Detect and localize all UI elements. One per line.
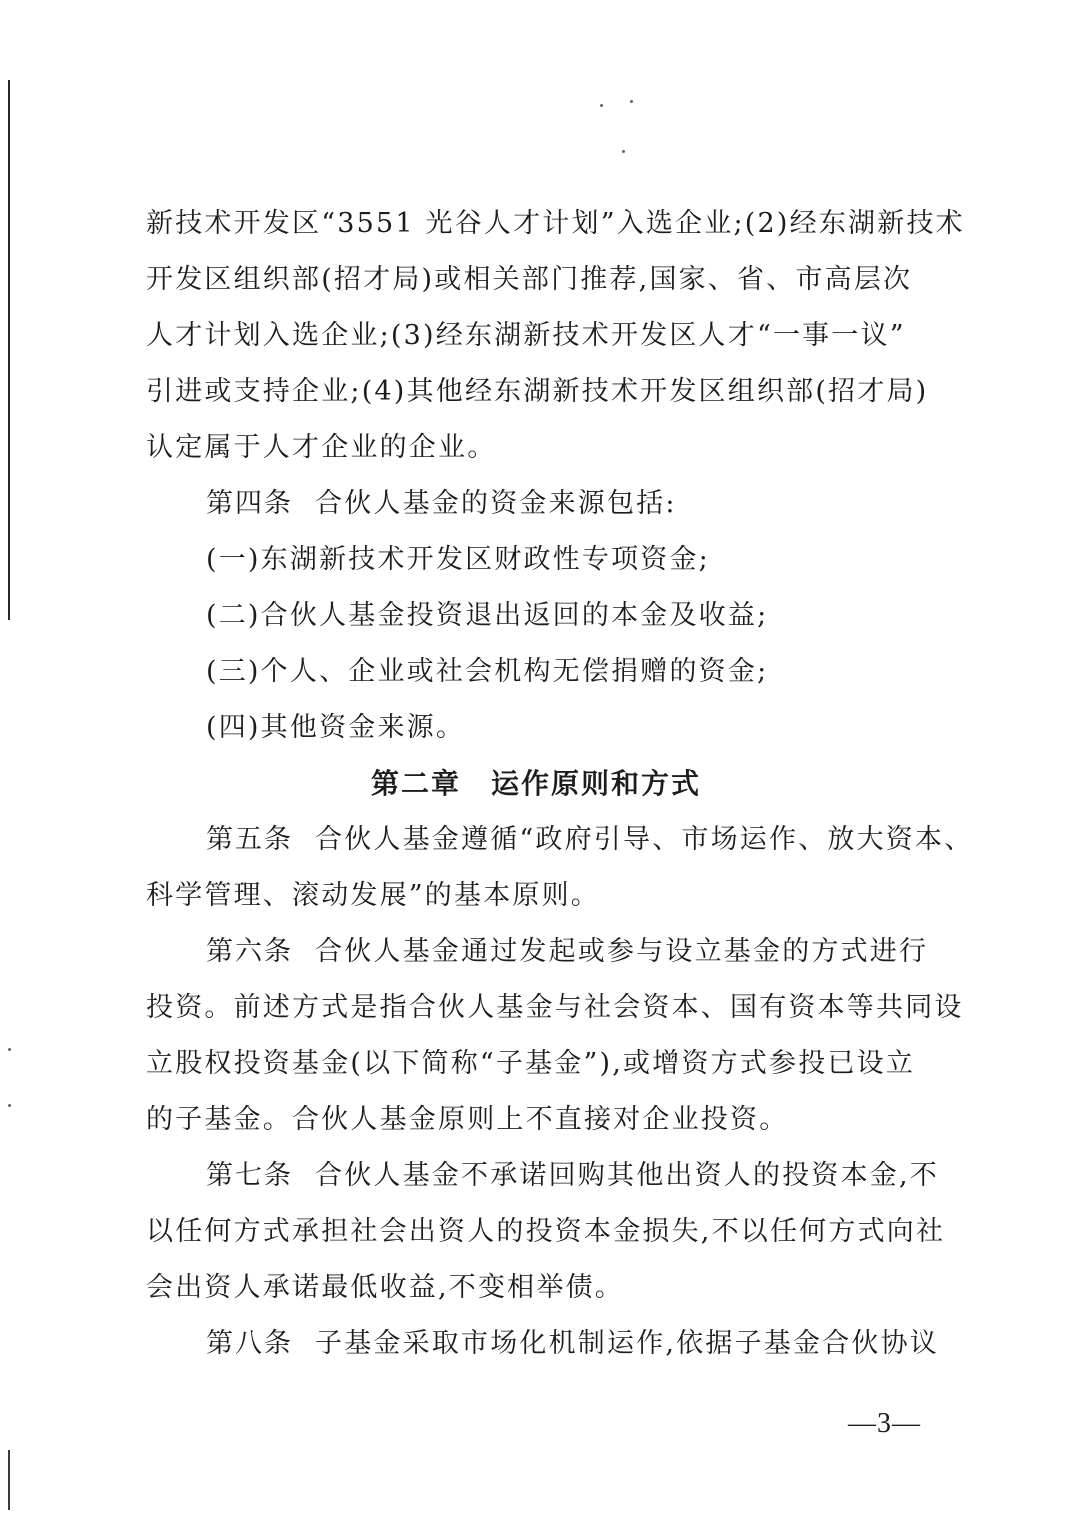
list-item: (三)个人、企业或社会机构无偿捐赠的资金;	[206, 656, 769, 687]
article-text: 合伙人基金遵循“政府引导、市场运作、放大资本、	[315, 824, 974, 855]
article-label: 第四条	[206, 488, 293, 519]
text-line: 人才计划入选企业;(3)经东湖新技术开发区人才“一事一议”	[146, 320, 906, 351]
text-line: 会出资人承诺最低收益,不变相举债。	[146, 1272, 624, 1303]
scan-speck	[622, 150, 625, 153]
article-text: 合伙人基金的资金来源包括:	[315, 488, 677, 519]
scan-speck	[8, 1048, 11, 1051]
article-7	[146, 1148, 946, 1204]
text-line: 的子基金。合伙人基金原则上不直接对企业投资。	[146, 1104, 789, 1135]
article-4	[146, 476, 946, 532]
text-line: 投资。前述方式是指合伙人基金与社会资本、国有资本等共同设	[146, 992, 964, 1023]
chapter-heading	[146, 756, 946, 812]
article-text: 合伙人基金通过发起或参与设立基金的方式进行	[315, 936, 929, 967]
text-line: 以任何方式承担社会出资人的投资本金损失,不以任何方式向社	[146, 1216, 946, 1247]
article-text: 合伙人基金不承诺回购其他出资人的投资本金,不	[315, 1160, 939, 1191]
scan-speck	[600, 104, 603, 107]
text-line: 立股权投资基金(以下简称“子基金”),或增资方式参投已设立	[146, 1048, 916, 1079]
list-item: (四)其他资金来源。	[206, 712, 466, 743]
article-6	[146, 924, 946, 980]
chapter-title: 运作原则和方式	[491, 767, 702, 800]
article-text: 子基金采取市场化机制运作,依据子基金合伙协议	[315, 1328, 939, 1359]
text-line: 科学管理、滚动发展”的基本原则。	[146, 880, 601, 911]
article-label: 第七条	[206, 1160, 293, 1191]
chapter-number: 第二章	[370, 767, 461, 800]
list-item: (一)东湖新技术开发区财政性专项资金;	[206, 544, 710, 575]
text-line: 认定属于人才企业的企业。	[146, 432, 497, 463]
article-8	[146, 1316, 946, 1372]
scan-edge-mark	[8, 80, 10, 620]
scan-edge-mark	[8, 1450, 10, 1510]
article-label: 第五条	[206, 824, 293, 855]
text-line: 开发区组织部(招才局)或相关部门推荐,国家、省、市高层次	[146, 264, 913, 295]
article-label: 第六条	[206, 936, 293, 967]
scan-speck	[630, 100, 633, 103]
text-line: 新技术开发区“3551 光谷人才计划”入选企业;(2)经东湖新技术	[146, 208, 965, 239]
list-item: (二)合伙人基金投资退出返回的本金及收益;	[206, 600, 769, 631]
article-label: 第八条	[206, 1328, 293, 1359]
text-line: 引进或支持企业;(4)其他经东湖新技术开发区组织部(招才局)	[146, 376, 929, 407]
scan-speck	[8, 1104, 11, 1107]
article-5	[146, 812, 974, 868]
document-body	[146, 196, 974, 1372]
page-number: —3—	[848, 1408, 921, 1439]
